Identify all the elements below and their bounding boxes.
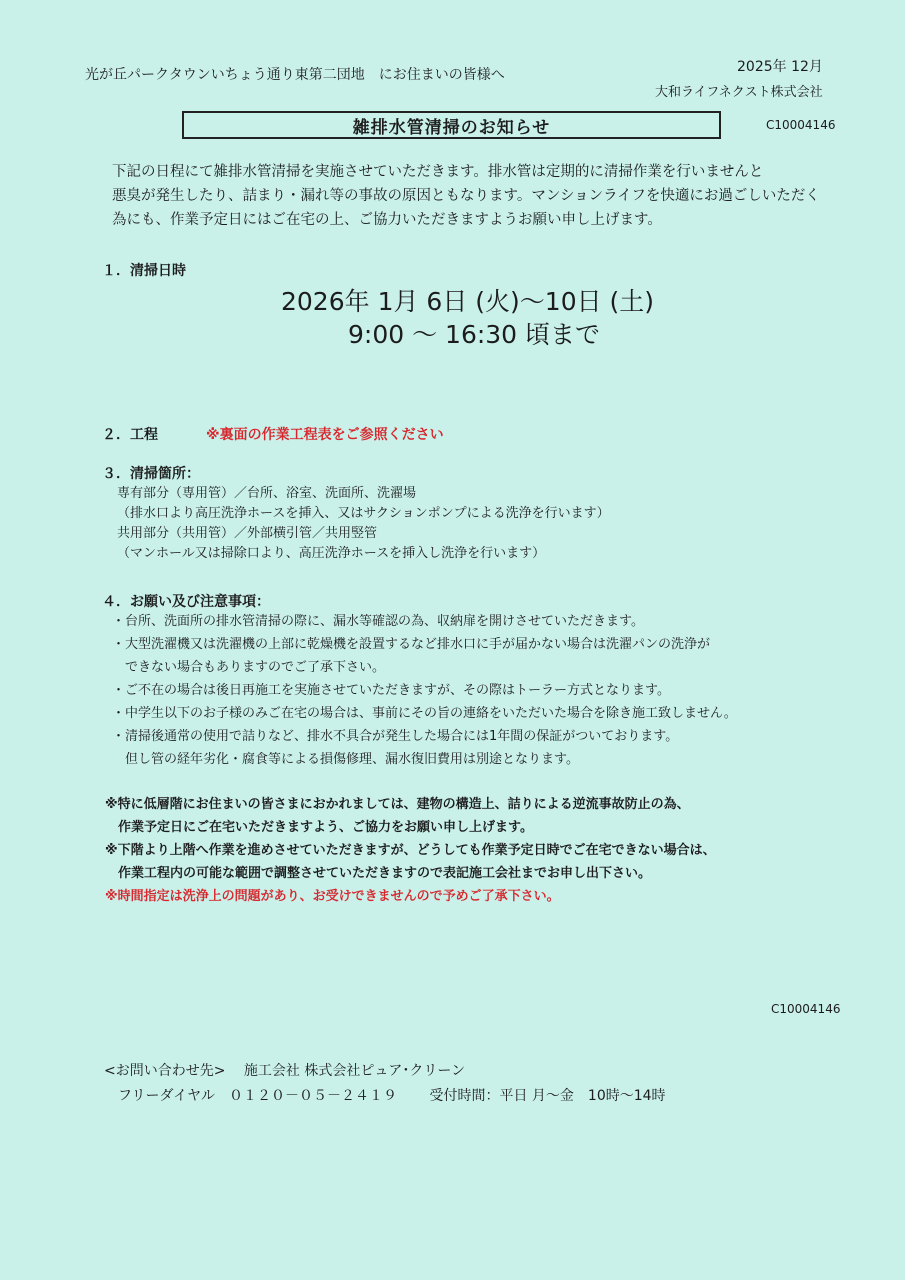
note-line: ※下階より上階へ作業を進めさせていただきますが、どうしても作業予定日時でご在宅できない場合は、 xyxy=(105,843,716,858)
precaution-item: 但し管の経年劣化・腐食等による損傷修理、漏水復旧費用は別途となります。 xyxy=(112,752,579,767)
cleaning-date: 2026年 1月 6日 (火)～10日 (土) xyxy=(281,287,655,316)
section2-heading: ２．工程 xyxy=(102,427,158,443)
phone-and-hours: フリーダイヤル ０１２０－０５－２４１９ 受付時間：平日 月～金 10時～14時 xyxy=(118,1088,666,1104)
schedule-reference-note: ※裏面の作業工程表をご参照ください xyxy=(206,427,444,443)
precaution-item: ・ご不在の場合は後日再施工を実施させていただきますが、その際はトーラー方式となります。 xyxy=(112,683,670,698)
section3-heading: ３．清掃箇所： xyxy=(102,466,200,482)
doc-code-bottom: C10004146 xyxy=(771,1002,841,1016)
notice-date: 2025年 12月 xyxy=(737,59,823,75)
intro-line: 為にも、作業予定日にはご在宅の上、ご協力いただきますようお願い申し上げます。 xyxy=(112,212,662,228)
precaution-item: できない場合もありますのでご了承下さい。 xyxy=(112,660,386,675)
contact-line: <お問い合わせ先> 施工会社 株式会社ピュア･クリーン xyxy=(104,1063,466,1079)
note-line: ※特に低層階にお住まいの皆さまにおかれましては、建物の構造上、詰りによる逆流事故防止の為、 xyxy=(105,797,690,812)
section4-heading: ４．お願い及び注意事項： xyxy=(102,594,270,610)
cleaning-locations xyxy=(117,484,610,564)
addressee: 光が丘パークタウンいちょう通り東第二団地 にお住まいの皆様へ xyxy=(85,67,505,83)
intro-line: 下記の日程にて雑排水管清掃を実施させていただきます。排水管は定期的に清掃作業を行いませんと xyxy=(112,164,764,180)
location-line: （マンホール又は掃除口より、高圧洗浄ホースを挿入し洗浄を行います） xyxy=(117,546,546,561)
doc-code-top: C10004146 xyxy=(766,118,836,132)
section1-heading: １．清掃日時 xyxy=(102,263,186,279)
notice-title: 雑排水管清掃のお知らせ xyxy=(182,111,721,139)
location-line: （排水口より高圧洗浄ホースを挿入、又はサクションポンプによる洗浄を行います） xyxy=(117,506,610,521)
time-request-warning: ※時間指定は洗浄上の問題があり、お受けできませんので予めご了承下さい。 xyxy=(105,889,560,904)
note-line: 作業工程内の可能な範囲で調整させていただきますので表記施工会社までお申し出下さい。 xyxy=(105,866,652,881)
precaution-item: ・中学生以下のお子様のみご在宅の場合は、事前にその旨の連絡をいただいた場合を除き施工致しません。 xyxy=(112,706,737,721)
note-line: 作業予定日にご在宅いただきますよう、ご協力をお願い申し上げます。 xyxy=(105,820,533,835)
company-name: 大和ライフネクスト株式会社 xyxy=(655,85,823,100)
location-line: 専有部分（専用管）／台所、浴室、洗面所、洗濯場 xyxy=(117,486,417,501)
precaution-item: ・台所、洗面所の排水管清掃の際に、漏水等確認の為、収納扉を開けさせていただきます。 xyxy=(112,614,644,629)
cleaning-time: 9:00 ～ 16:30 頃まで xyxy=(348,320,601,349)
location-line: 共用部分（共用管）／外部横引管／共用竪管 xyxy=(117,526,378,541)
precaution-item: ・大型洗濯機又は洗濯機の上部に乾燥機を設置するなど排水口に手が届かない場合は洗濯パンの洗浄が xyxy=(112,637,711,652)
intro-line: 悪臭が発生したり、詰まり・漏れ等の事故の原因ともなります。マンションライフを快適にお過ごしいただく xyxy=(112,188,820,204)
precautions-list xyxy=(112,610,737,771)
precaution-item: ・清掃後通常の使用で詰りなど、排水不具合が発生した場合には1年間の保証がついております。 xyxy=(112,729,679,744)
important-notes xyxy=(105,793,716,908)
intro-paragraph xyxy=(112,160,832,232)
